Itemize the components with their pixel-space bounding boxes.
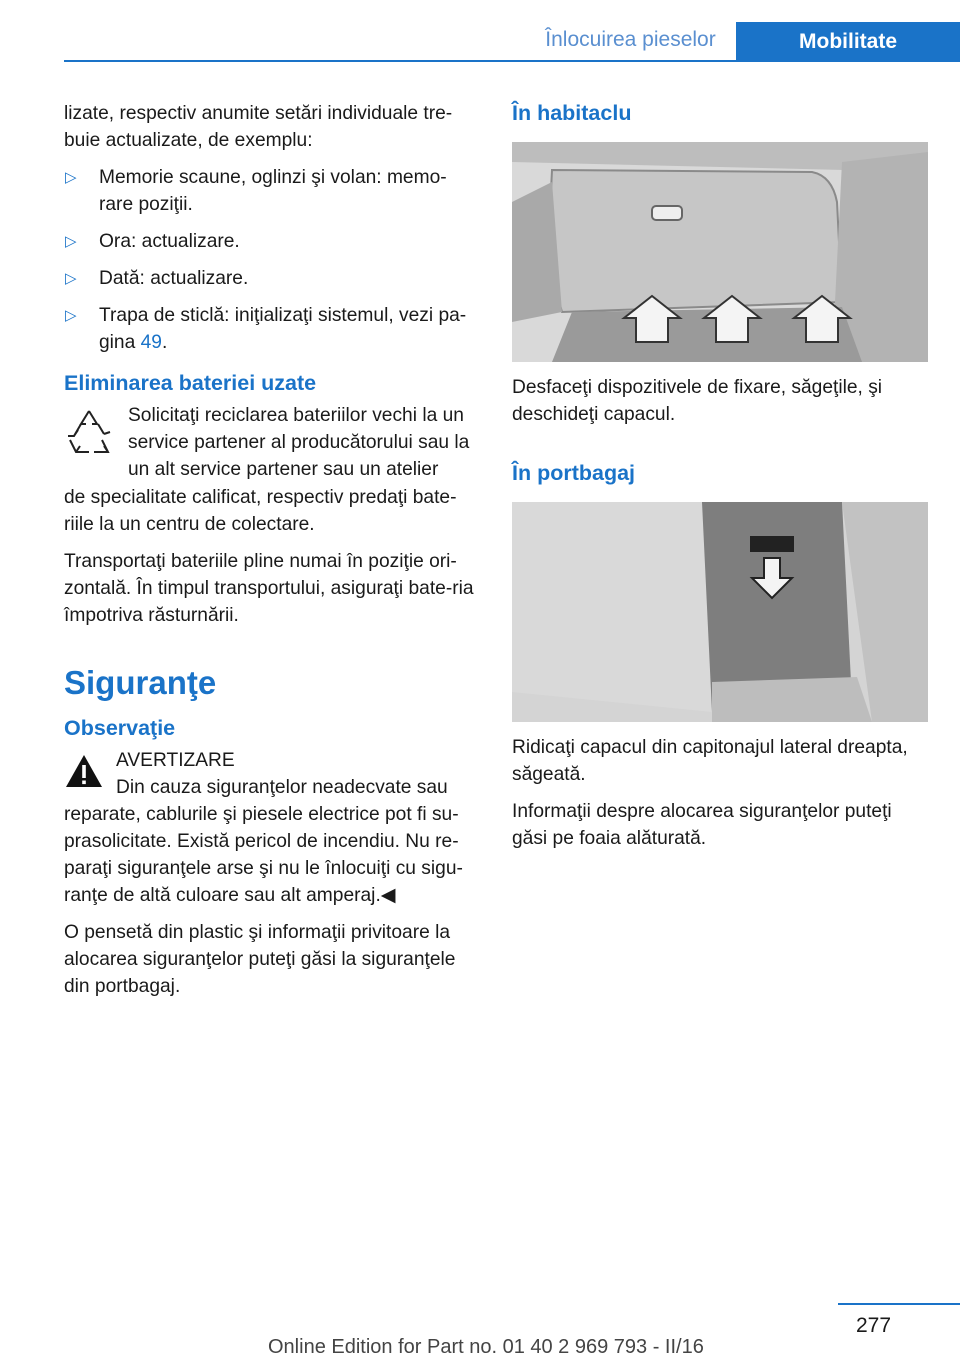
disposal-heading: Eliminarea bateriei uzate — [64, 371, 317, 395]
page-header — [0, 0, 960, 62]
list-item: ▷ Memorie scaune, oglinzi şi volan: memo-rare poziţii. — [64, 164, 478, 218]
trunk-image — [512, 502, 928, 722]
list-item: ▷ Dată: actualizare. — [64, 265, 478, 292]
trunk-caption: Ridicaţi capacul din capitonajul lateral dreapta, săgeată. — [512, 737, 908, 785]
tweezers-paragraph: O pensetă din plastic şi informaţii privitoare la alocarea siguranţelor puteţi găsi la siguranţele din portbagaj. — [64, 922, 456, 997]
triangle-bullet-icon: ▷ — [65, 270, 77, 287]
triangle-bullet-icon: ▷ — [65, 169, 77, 186]
interior-heading: În habitaclu — [512, 101, 632, 125]
info-paragraph: Informaţii despre alocarea siguranţelor puteţi găsi pe foaia alăturată. — [512, 801, 892, 849]
right-column — [512, 98, 928, 862]
intro-paragraph: lizate, respectiv anumite setări individuale tre-buie actualizate, de exemplu: — [64, 103, 453, 151]
page-link[interactable]: 49 — [140, 332, 162, 353]
chapter-tab[interactable]: Mobilitate — [736, 22, 960, 62]
transport-paragraph: Transportaţi bateriile pline numai în poziţie ori-zontală. În timpul transportului, asiguraţi bate-ria împotriva răsturnării. — [64, 551, 474, 626]
edition-footer: Online Edition for Part no. 01 40 2 969 793 - II/16 — [268, 1336, 704, 1358]
triangle-bullet-icon: ▷ — [65, 307, 77, 324]
recycle-icon — [64, 406, 114, 458]
list-item: ▷ Ora: actualizare. — [64, 228, 478, 255]
note-heading: Observaţie — [64, 716, 176, 740]
warning-label: AVERTIZARE — [116, 750, 235, 771]
warning-text: Din cauza siguranţelor neadecvate sau — [116, 777, 448, 798]
page-number: 277 — [856, 1314, 892, 1337]
list-item: ▷ Trapa de sticlă: iniţializaţi sistemul, vezi pa-gina 49. — [64, 302, 478, 356]
interior-caption: Desfaceţi dispozitivele de fixare, săgeţile, şi deschideţi capacul. — [512, 377, 883, 425]
header-rule — [64, 60, 960, 62]
disposal-text-cont: de specialitate calificat, respectiv predaţi bate-riile la un centru de colectare. — [64, 487, 457, 535]
fuses-heading: Siguranţe — [64, 664, 217, 701]
disposal-text: Solicitaţi reciclarea bateriilor vechi la un service partener al producătorului sau la un alt service partener sau un atelier — [128, 405, 470, 480]
recycle-note — [64, 402, 478, 484]
warning-block — [64, 747, 478, 801]
settings-list — [64, 164, 478, 356]
footer-rule — [838, 1303, 960, 1305]
glovebox-image — [512, 142, 928, 362]
trunk-heading: În portbagaj — [512, 461, 636, 485]
section-tab[interactable]: Înlocuirea pieselor — [528, 22, 733, 58]
warning-text-cont: reparate, cablurile şi piesele electrice pot fi su-prasolicitate. Există pericol de incendiu. Nu re-paraţi siguranţele arse şi nu le înlocuiţi cu sigu-ranţe de altă culoare sau alt amperaj.◀ — [64, 804, 463, 906]
left-column — [64, 100, 478, 1010]
triangle-bullet-icon: ▷ — [65, 233, 77, 250]
warning-triangle-icon — [64, 753, 104, 789]
